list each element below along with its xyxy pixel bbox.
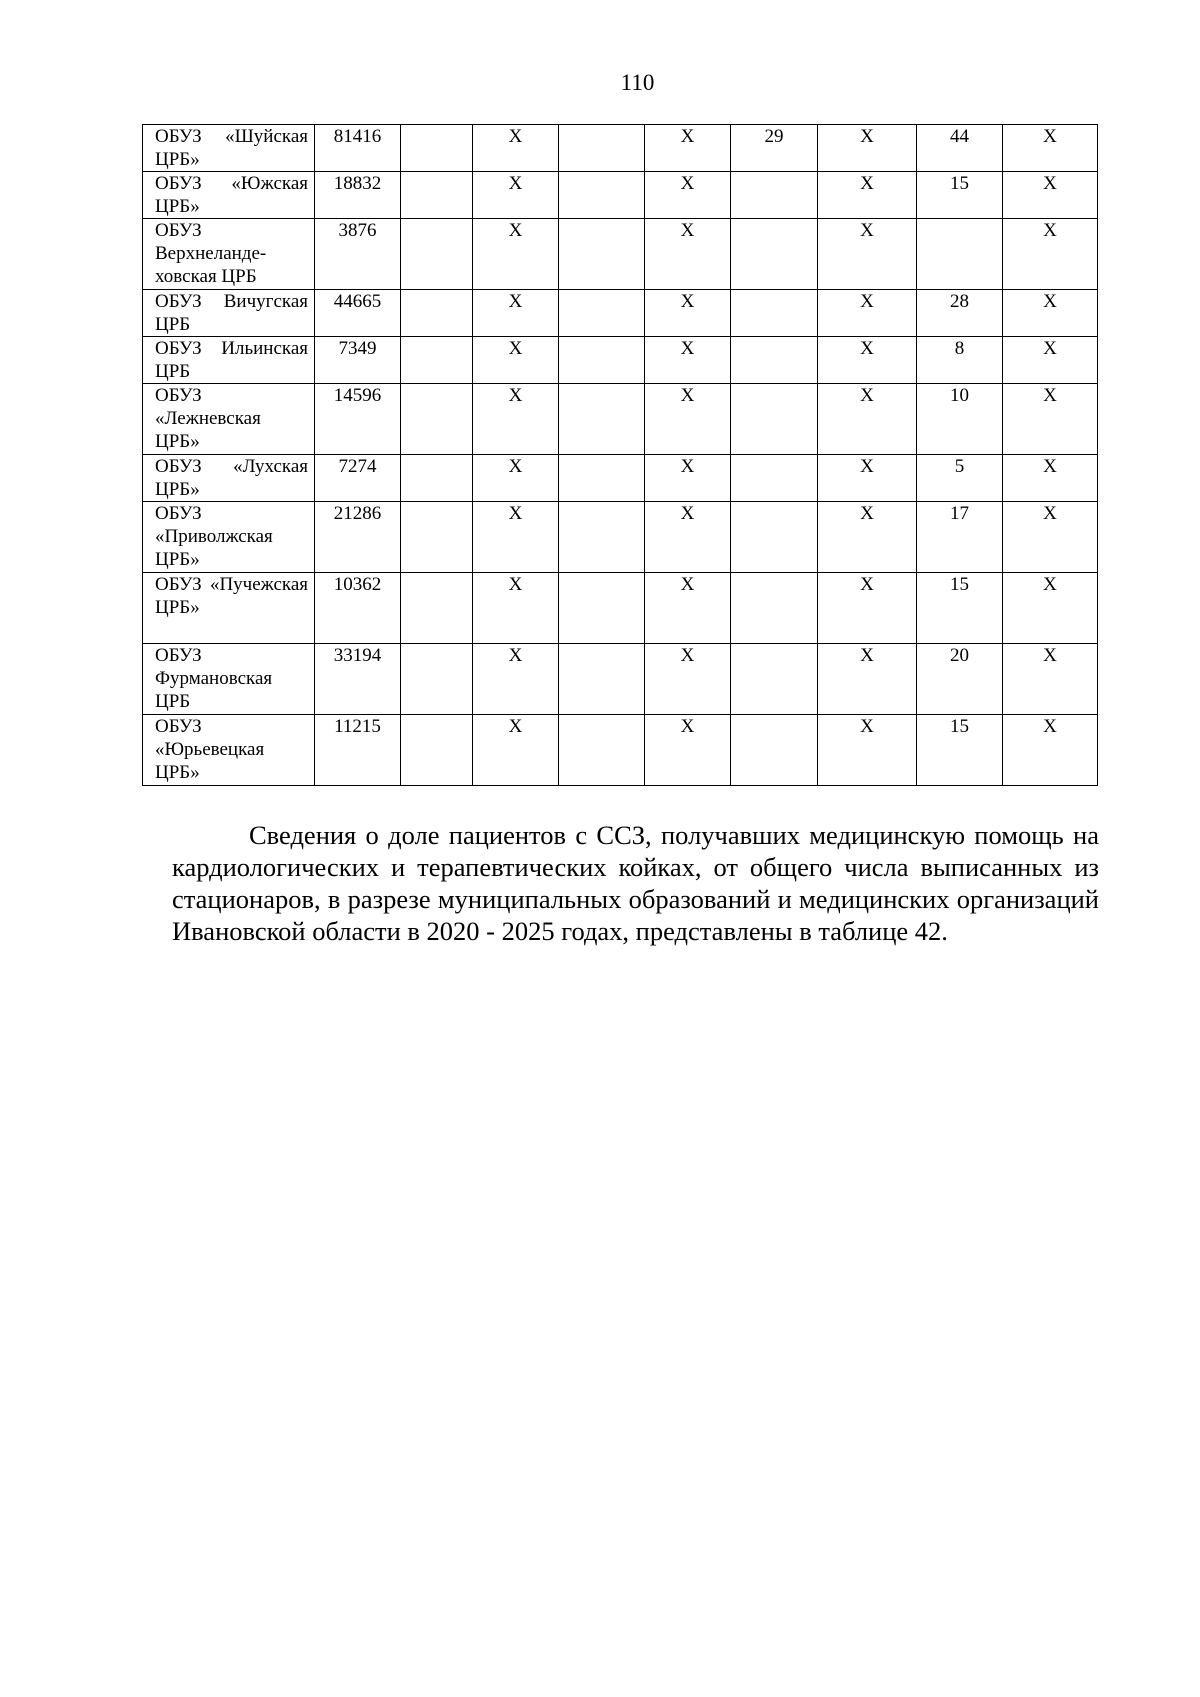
org-name-cell: ОБУЗ Фурмановская ЦРБ [143,644,315,715]
table-cell [559,384,645,455]
table-row [143,455,1098,502]
table-cell: Х [1003,644,1098,715]
table-cell: Х [645,172,731,219]
table-cell [401,384,473,455]
table-cell: Х [473,337,559,384]
table-row [143,172,1098,219]
org-name-cell: ОБУЗ Вичугская ЦРБ [143,290,315,337]
table-cell: Х [1003,502,1098,573]
table-cell: 5 [917,455,1003,502]
table-row [143,384,1098,455]
table-body [143,125,1098,786]
table-cell [401,573,473,644]
table-cell [401,219,473,290]
table-row [143,125,1098,172]
table-cell [401,715,473,786]
table-cell: Х [645,715,731,786]
table-cell [731,172,818,219]
table-cell [731,337,818,384]
org-name-cell: ОБУЗ «Южская ЦРБ» [143,172,315,219]
table-cell: Х [645,573,731,644]
table-cell: Х [645,125,731,172]
table-cell: Х [818,715,917,786]
table-cell: Х [473,384,559,455]
table-cell: Х [473,219,559,290]
table-cell: Х [645,337,731,384]
table-cell: Х [1003,337,1098,384]
table-cell [731,573,818,644]
org-name-cell: ОБУЗ «Пучежская ЦРБ» [143,573,315,644]
table-cell [559,573,645,644]
table-cell: Х [818,384,917,455]
org-name-cell: ОБУЗ Ильинская ЦРБ [143,337,315,384]
table-cell [559,644,645,715]
table-cell: Х [473,502,559,573]
table-cell [559,219,645,290]
table-cell: 10 [917,384,1003,455]
table-cell: 33194 [315,644,401,715]
table-cell: 29 [731,125,818,172]
table-cell [401,455,473,502]
table-cell: 3876 [315,219,401,290]
table-cell: 18832 [315,172,401,219]
table-cell: 81416 [315,125,401,172]
table-cell [401,644,473,715]
org-name-cell: ОБУЗ «Лежневская ЦРБ» [143,384,315,455]
table-cell: Х [645,502,731,573]
table-row [143,337,1098,384]
table-cell [401,290,473,337]
table-cell: Х [645,384,731,455]
table-cell [917,219,1003,290]
table-cell: Х [473,290,559,337]
table-cell: 15 [917,573,1003,644]
table-cell: 14596 [315,384,401,455]
table-cell [401,125,473,172]
table-row [143,573,1098,644]
table-cell: Х [818,502,917,573]
org-name-cell: ОБУЗ «Юрьевецкая ЦРБ» [143,715,315,786]
table-cell: Х [473,573,559,644]
page-number: 110 [620,70,655,95]
table-cell: Х [473,715,559,786]
table-cell: 28 [917,290,1003,337]
table-cell: 7274 [315,455,401,502]
table-cell: Х [645,455,731,502]
org-name-cell: ОБУЗ «Шуйская ЦРБ» [143,125,315,172]
table-cell [731,290,818,337]
table-cell: Х [818,337,917,384]
table-cell: Х [473,455,559,502]
org-name-cell: ОБУЗ «Лухская ЦРБ» [143,455,315,502]
table-cell: Х [645,644,731,715]
table-cell: Х [473,172,559,219]
table-row [143,715,1098,786]
table-cell: 17 [917,502,1003,573]
table-row [143,219,1098,290]
table-cell: 7349 [315,337,401,384]
org-name-cell: ОБУЗ «Приволжская ЦРБ» [143,502,315,573]
table-cell: Х [645,290,731,337]
table-cell [401,172,473,219]
table-cell [559,125,645,172]
table-cell: Х [818,644,917,715]
table-cell: Х [818,290,917,337]
table-cell: 8 [917,337,1003,384]
table-cell: 44665 [315,290,401,337]
table-cell: Х [1003,219,1098,290]
table-cell [731,455,818,502]
table-cell: 11215 [315,715,401,786]
table-row [143,644,1098,715]
table-row [143,290,1098,337]
table-cell: Х [818,125,917,172]
org-name-cell: ОБУЗ Верхнеланде-ховская ЦРБ [143,219,315,290]
table-cell: 20 [917,644,1003,715]
table-cell: Х [1003,172,1098,219]
table-cell: Х [1003,455,1098,502]
table-cell: 15 [917,715,1003,786]
body-paragraph: Сведения о доле пациентов с ССЗ, получавших медицинскую помощь на кардиологических и терапевтических койках, от общего числа выписанных из стационаров, в разрезе муниципальных образований и медицинских организаций Ивановской области в 2020 - 2025 годах, представлены в таблице 42. [172,820,1099,946]
table-cell [731,219,818,290]
table-cell: Х [1003,290,1098,337]
table-cell: Х [473,125,559,172]
table-cell: Х [818,219,917,290]
table-cell [731,384,818,455]
table-cell [559,290,645,337]
table-cell: Х [473,644,559,715]
table-cell: Х [818,455,917,502]
table-cell [559,172,645,219]
table-cell: 15 [917,172,1003,219]
table-cell [559,715,645,786]
table-cell [401,337,473,384]
table-cell [559,502,645,573]
table-cell: Х [645,219,731,290]
table-cell: Х [1003,125,1098,172]
table-cell [559,337,645,384]
table-cell: Х [818,172,917,219]
table-cell: Х [818,573,917,644]
table-row [143,502,1098,573]
table-cell [731,502,818,573]
table-cell [731,715,818,786]
data-table [142,124,1098,786]
table-cell [559,455,645,502]
table-cell: Х [1003,573,1098,644]
table-cell: 44 [917,125,1003,172]
table-cell: Х [1003,715,1098,786]
table-cell: 21286 [315,502,401,573]
table-cell [401,502,473,573]
table-cell [731,644,818,715]
table-cell: 10362 [315,573,401,644]
table-cell: Х [1003,384,1098,455]
